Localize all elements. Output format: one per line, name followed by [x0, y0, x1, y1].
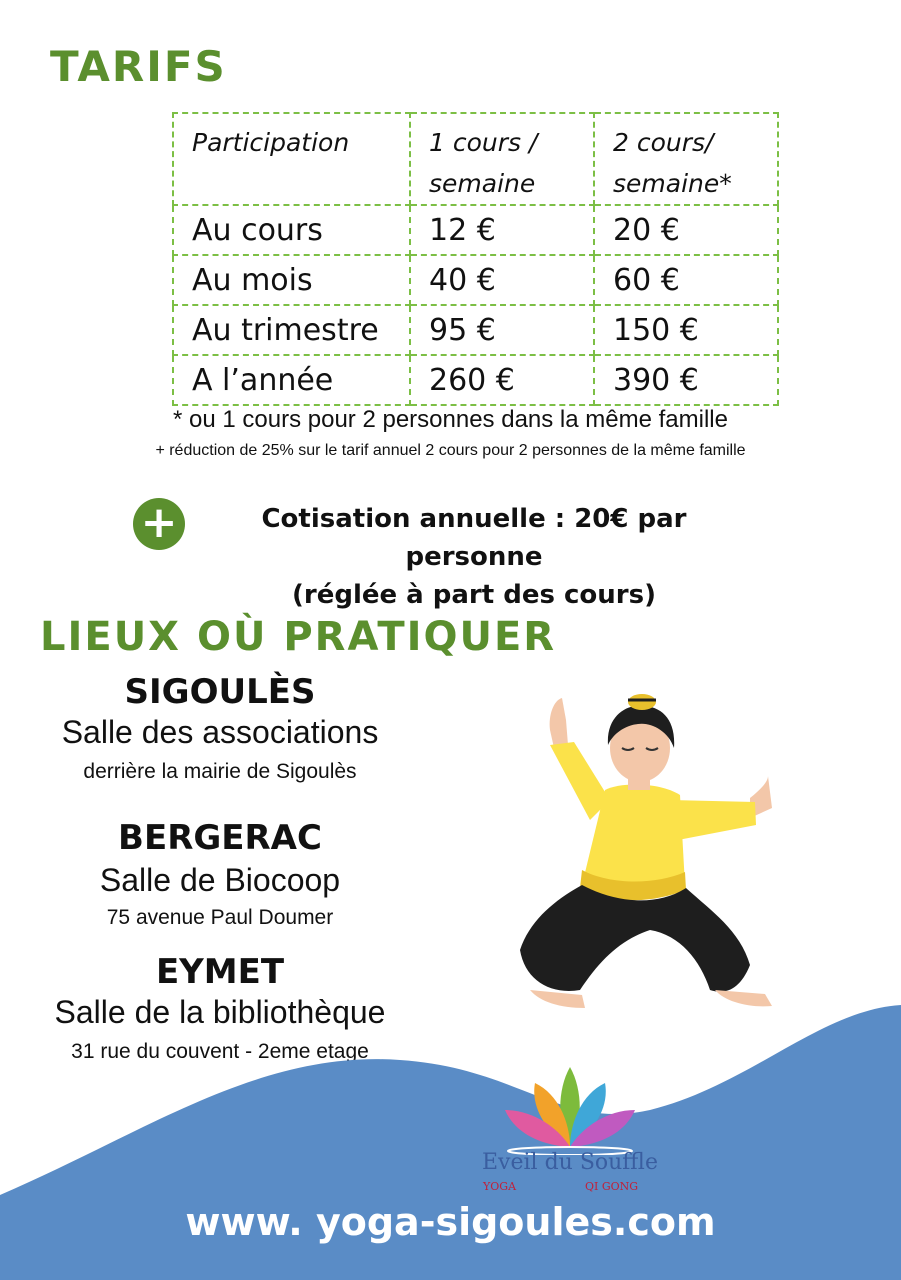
table-row [173, 355, 778, 405]
place-address: 31 rue du couvent - 2eme etage [71, 1040, 369, 1063]
lotus-logo-icon [495, 1065, 645, 1155]
row-label: Au cours [173, 205, 410, 255]
price-cell: 12 € [410, 205, 594, 255]
cotisation-text [190, 500, 758, 614]
tarifs-table [172, 112, 779, 406]
price-cell: 40 € [410, 255, 594, 305]
table-header-row [173, 113, 778, 205]
place-city: BERGERAC [118, 818, 322, 858]
header-1-cours: 1 cours / semaine [410, 113, 594, 205]
place-city: SIGOULÈS [124, 672, 316, 712]
logo-yoga: YOGA [483, 1180, 517, 1193]
place-venue: Salle de Biocoop [99, 862, 341, 898]
price-cell: 95 € [410, 305, 594, 355]
qigong-figure-illustration [510, 690, 780, 1020]
cotisation-line-2: (réglée à part des cours) [292, 580, 656, 610]
table-row [173, 255, 778, 305]
tarifs-title: TARIFS [50, 42, 227, 91]
place-venue: Salle des associations [61, 714, 379, 750]
row-label: Au trimestre [173, 305, 410, 355]
table-row [173, 305, 778, 355]
price-cell: 390 € [594, 355, 778, 405]
cotisation-line-1: Cotisation annuelle : 20€ par personne [261, 504, 687, 572]
row-label: A l’année [173, 355, 410, 405]
row-label: Au mois [173, 255, 410, 305]
price-cell: 20 € [594, 205, 778, 255]
place-address: 75 avenue Paul Doumer [106, 906, 334, 929]
price-cell: 260 € [410, 355, 594, 405]
lieux-title: LIEUX OÙ PRATIQUER [40, 614, 557, 660]
place-address: derrière la mairie de Sigoulès [83, 760, 357, 783]
plus-icon: + [133, 498, 185, 550]
table-row [173, 205, 778, 255]
price-cell: 150 € [594, 305, 778, 355]
tarifs-note-2: + réduction de 25% sur le tarif annuel 2 cours pour 2 personnes de la même famille [155, 442, 746, 459]
place-city: EYMET [155, 952, 285, 992]
logo-name: Eveil du Souffle [482, 1150, 658, 1175]
logo-qigong: QI GONG [585, 1180, 639, 1193]
price-cell: 60 € [594, 255, 778, 305]
tarifs-note-1: * ou 1 cours pour 2 personnes dans la même famille [173, 406, 728, 433]
place-venue: Salle de la bibliothèque [54, 994, 386, 1030]
website-url[interactable]: www. yoga-sigoules.com [185, 1200, 716, 1244]
header-participation: Participation [173, 113, 410, 205]
header-2-cours: 2 cours/ semaine* [594, 113, 778, 205]
